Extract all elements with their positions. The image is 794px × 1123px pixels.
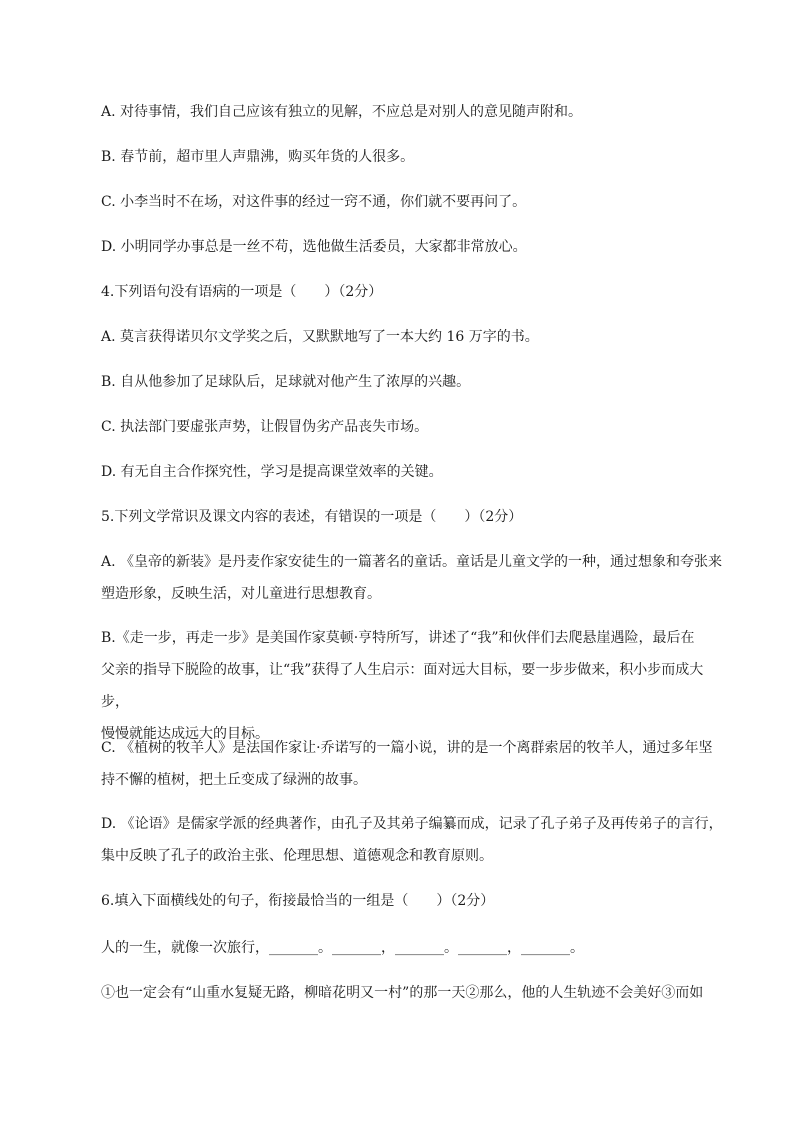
q5-option-c-line1: C. 《植树的牧羊人》是法国作家让·乔诺写的一篇小说，讲的是一个离群索居的牧羊人，通过多年坚 [101, 740, 713, 756]
q5-option-b [101, 622, 726, 750]
q6-sentence: 人的一生，就像一次旅行，_______。_______，_______。_______，_______。 [101, 940, 584, 956]
q4-option-d: D. 有无自主合作探究性，学习是提高课堂效率的关键。 [101, 464, 443, 480]
q4-option-b: B. 自从他参加了足球队后，足球就对他产生了浓厚的兴趣。 [101, 374, 471, 390]
q4-option-a: A. 莫言获得诺贝尔文学奖之后，又默默地写了一本大约 16 万字的书。 [101, 329, 539, 345]
q3-option-c: C. 小李当时不在场，对这件事的经过一窍不通，你们就不要再问了。 [101, 194, 527, 210]
q6-choices-line: ①也一定会有“山重水复疑无路，柳暗花明又一村”的那一天②那么，他的人生轨迹不会美好③而如 [101, 985, 704, 1001]
q3-option-a: A. 对待事情，我们自己应该有独立的见解，不应总是对别人的意见随声附和。 [101, 104, 583, 120]
q5-option-b-line1: B.《走一步，再走一步》是美国作家莫顿·亨特所写，讲述了“我”和伙伴们去爬悬崖遇险，最后在 [101, 630, 695, 646]
q5-option-b-line2: 父亲的指导下脱险的故事，让“我”获得了人生启示：面对远大目标，要一步步做来，积小步而成大步， [101, 662, 704, 710]
q5-option-d [101, 808, 726, 872]
q5-option-c [101, 732, 726, 796]
q6-stem: 6.填入下面横线处的句子，衔接最恰当的一组是（ ）（2分） [101, 893, 495, 909]
q5-option-a-line2: 塑造形象，反映生活，对儿童进行思想教育。 [101, 586, 381, 602]
q5-stem: 5.下列文学常识及课文内容的表述，有错误的一项是（ ）（2分） [101, 509, 523, 525]
q5-option-a [101, 546, 726, 610]
q3-option-b: B. 春节前，超市里人声鼎沸，购买年货的人很多。 [101, 149, 415, 165]
q5-option-d-line2: 集中反映了孔子的政治主张、伦理思想、道德观念和教育原则。 [101, 848, 493, 864]
q5-option-d-line1: D. 《论语》是儒家学派的经典著作，由孔子及其弟子编纂而成，记录了孔子弟子及再传弟子的言行， [101, 816, 723, 832]
q3-option-d: D. 小明同学办事总是一丝不苟，选他做生活委员，大家都非常放心。 [101, 239, 527, 255]
q4-stem: 4.下列语句没有语病的一项是（ ）（2分） [101, 284, 383, 300]
q5-option-c-line2: 持不懈的植树，把土丘变成了绿洲的故事。 [101, 772, 367, 788]
q5-option-a-line1: A. 《皇帝的新装》是丹麦作家安徒生的一篇著名的童话。童话是儿童文学的一种，通过想象和夸张来 [101, 554, 723, 570]
q5-option-b-line3: 慢慢就能达成远大的目标。 [101, 726, 269, 742]
q4-option-c: C. 执法部门要虚张声势，让假冒伪劣产品丧失市场。 [101, 419, 429, 435]
